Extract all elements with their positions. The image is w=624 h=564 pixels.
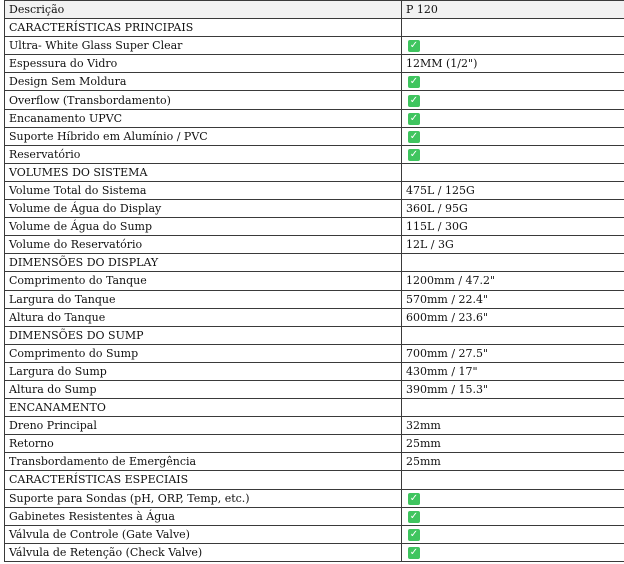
spec-label: Gabinetes Resistentes à Água <box>5 507 402 525</box>
spec-label: Suporte para Sondas (pH, ORP, Temp, etc.) <box>5 489 402 507</box>
spec-row <box>5 344 624 362</box>
spec-value <box>402 543 624 561</box>
spec-label: Altura do Tanque <box>5 308 402 326</box>
section-row <box>5 471 624 489</box>
spec-label: Ultra- White Glass Super Clear <box>5 37 402 55</box>
spec-row <box>5 489 624 507</box>
section-title: DIMENSÕES DO DISPLAY <box>5 254 402 272</box>
spec-value: 570mm / 22.4" <box>402 290 624 308</box>
spec-value <box>402 507 624 525</box>
section-row <box>5 163 624 181</box>
section-empty-cell <box>402 326 624 344</box>
spec-label: Design Sem Moldura <box>5 73 402 91</box>
spec-row <box>5 290 624 308</box>
spec-label: Dreno Principal <box>5 417 402 435</box>
checkmark-icon: ✓ <box>409 130 419 142</box>
checkmark-icon: ✓ <box>409 546 419 558</box>
spec-label: Volume Total do Sistema <box>5 181 402 199</box>
spec-row <box>5 453 624 471</box>
section-title: ENCANAMENTO <box>5 399 402 417</box>
spec-label: Reservatório <box>5 145 402 163</box>
header-row <box>5 1 624 19</box>
spec-value: 600mm / 23.6" <box>402 308 624 326</box>
spec-value: 1200mm / 47.2" <box>402 272 624 290</box>
spec-row <box>5 435 624 453</box>
spec-value: 390mm / 15.3" <box>402 380 624 398</box>
spec-row <box>5 200 624 218</box>
checkmark-icon: ✓ <box>409 492 419 504</box>
spec-label: Volume do Reservatório <box>5 236 402 254</box>
spec-label: Volume de Água do Display <box>5 200 402 218</box>
spec-row <box>5 507 624 525</box>
spec-value: 700mm / 27.5" <box>402 344 624 362</box>
spec-row <box>5 417 624 435</box>
checkmark-icon: ✓ <box>409 40 419 52</box>
checkmark-icon: ✓ <box>409 94 419 106</box>
checkmark-icon: ✓ <box>409 528 419 540</box>
header-model: P 120 <box>402 1 624 19</box>
section-empty-cell <box>402 399 624 417</box>
spec-label: Comprimento do Sump <box>5 344 402 362</box>
spec-value: 430mm / 17" <box>402 362 624 380</box>
spec-value: 475L / 125G <box>402 181 624 199</box>
spec-value: 12L / 3G <box>402 236 624 254</box>
section-row <box>5 399 624 417</box>
spec-label: Transbordamento de Emergência <box>5 453 402 471</box>
spec-body <box>5 19 624 562</box>
spec-value <box>402 73 624 91</box>
section-row <box>5 254 624 272</box>
spec-row <box>5 218 624 236</box>
spec-value <box>402 127 624 145</box>
spec-label: Válvula de Retenção (Check Valve) <box>5 543 402 561</box>
spec-value <box>402 91 624 109</box>
section-row <box>5 326 624 344</box>
spec-row <box>5 55 624 73</box>
section-empty-cell <box>402 163 624 181</box>
checkmark-icon: ✓ <box>409 148 419 160</box>
checkmark-icon: ✓ <box>409 112 419 124</box>
spec-row <box>5 272 624 290</box>
spec-row <box>5 525 624 543</box>
spec-row <box>5 236 624 254</box>
spec-row <box>5 109 624 127</box>
section-title: VOLUMES DO SISTEMA <box>5 163 402 181</box>
spec-label: Válvula de Controle (Gate Valve) <box>5 525 402 543</box>
spec-label: Volume de Água do Sump <box>5 218 402 236</box>
spec-row <box>5 543 624 561</box>
spec-row <box>5 37 624 55</box>
spec-row <box>5 127 624 145</box>
spec-value <box>402 109 624 127</box>
spec-label: Largura do Tanque <box>5 290 402 308</box>
spec-value: 32mm <box>402 417 624 435</box>
section-title: CARACTERÍSTICAS PRINCIPAIS <box>5 19 402 37</box>
section-empty-cell <box>402 19 624 37</box>
spec-label: Overflow (Transbordamento) <box>5 91 402 109</box>
spec-row <box>5 145 624 163</box>
spec-row <box>5 380 624 398</box>
section-empty-cell <box>402 254 624 272</box>
spec-label: Comprimento do Tanque <box>5 272 402 290</box>
spec-value: 25mm <box>402 453 624 471</box>
spec-value <box>402 489 624 507</box>
section-title: CARACTERÍSTICAS ESPECIAIS <box>5 471 402 489</box>
spec-row <box>5 308 624 326</box>
section-title: DIMENSÕES DO SUMP <box>5 326 402 344</box>
spec-label: Encanamento UPVC <box>5 109 402 127</box>
spec-value <box>402 525 624 543</box>
spec-value <box>402 145 624 163</box>
spec-label: Retorno <box>5 435 402 453</box>
spec-row <box>5 181 624 199</box>
spec-row <box>5 73 624 91</box>
checkmark-icon: ✓ <box>409 510 419 522</box>
spec-value: 115L / 30G <box>402 218 624 236</box>
section-empty-cell <box>402 471 624 489</box>
spec-label: Altura do Sump <box>5 380 402 398</box>
spec-table <box>4 0 624 562</box>
spec-label: Suporte Híbrido em Alumínio / PVC <box>5 127 402 145</box>
spec-label: Largura do Sump <box>5 362 402 380</box>
header-description: Descrição <box>5 1 402 19</box>
spec-value <box>402 37 624 55</box>
spec-value: 12MM (1/2") <box>402 55 624 73</box>
spec-row <box>5 362 624 380</box>
section-row <box>5 19 624 37</box>
spec-row <box>5 91 624 109</box>
spec-value: 360L / 95G <box>402 200 624 218</box>
spec-label: Espessura do Vidro <box>5 55 402 73</box>
spec-value: 25mm <box>402 435 624 453</box>
checkmark-icon: ✓ <box>409 76 419 88</box>
